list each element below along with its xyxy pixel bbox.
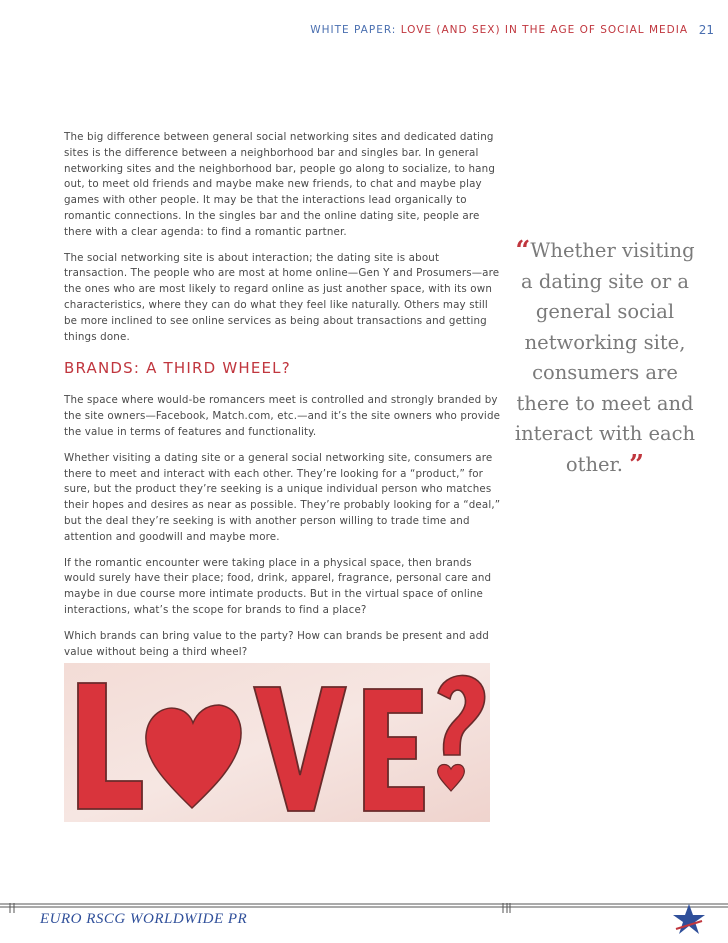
header-title-text: LOVE (AND SEX) IN THE AGE OF SOCIAL MEDIA [396, 24, 688, 36]
page-header [0, 24, 728, 40]
paragraph-2: The social networking site is about interaction; the dating site is about transaction. The people who are most at home online—Gen Y and Prosumers—are the ones who are most likely to regard online as just another space, with its own characteristics, where they can do what they feel like naturally. Others may still be more inclined to see online services as being about transactions and getting things done. [64, 251, 500, 343]
paragraph-6: Which brands can bring value to the party? How can brands be present and add value without being a third wheel? [64, 629, 489, 658]
header-title [310, 24, 688, 36]
page-number: 21 [698, 23, 714, 37]
footer-logo: EURO RSCG WORLDWIDE PR [40, 911, 248, 927]
star-logo-icon [672, 902, 706, 940]
close-quote-mark: ” [629, 449, 645, 480]
header-prefix: WHITE PAPER: [310, 24, 397, 36]
paragraph-5: If the romantic encounter were taking place in a physical space, then brands would surely have their place; food, drink, apparel, fragrance, personal care and maybe in due course more intimate products. But in the virtual space of online interactions, what’s the scope for brands to find a place? [64, 556, 492, 616]
letter-e [364, 689, 424, 811]
footer-rule [0, 898, 728, 908]
paragraph-1: The big difference between general social networking sites and dedicated dating sites is the difference between a neighborhood bar and singles bar. In general networking sites and the neighborhood bar, people go along to socialize, to hang out, to meet old friends and maybe make new friends, to chat and maybe play games with other people. It may be that the interactions lead organically to romantic connections. In the singles bar and the online dating site, people are there with a clear agenda: to find a romantic partner. [64, 131, 496, 238]
love-photo [64, 663, 490, 822]
open-quote-mark: “ [515, 236, 531, 266]
section-heading: BRANDS: A THIRD WHEEL? [64, 359, 291, 378]
love-photo-graphic [64, 663, 490, 822]
main-column [64, 130, 504, 670]
paragraph-3: The space where would-be romancers meet is controlled and strongly branded by the site owners—Facebook, Match.com, etc.—and it’s the site owners who provide the value in terms of features and functionality. [64, 394, 501, 438]
pull-quote-text: Whether visiting a dating site or a general social networking site, consumers are there to meet and interact with each other. [514, 239, 696, 476]
pull-quote [510, 236, 700, 480]
paragraph-4: Whether visiting a dating site or a general social networking site, consumers are there to meet and interact with each other. They’re looking for a “product,” for sure, but the product they’re seeking is a unique individual person who matches their hopes and desires as near as possible. They’re probably looking for a “deal,” but the deal they’re seeking is with another person willing to trade time and attention and goodwill and maybe more. [64, 451, 501, 543]
